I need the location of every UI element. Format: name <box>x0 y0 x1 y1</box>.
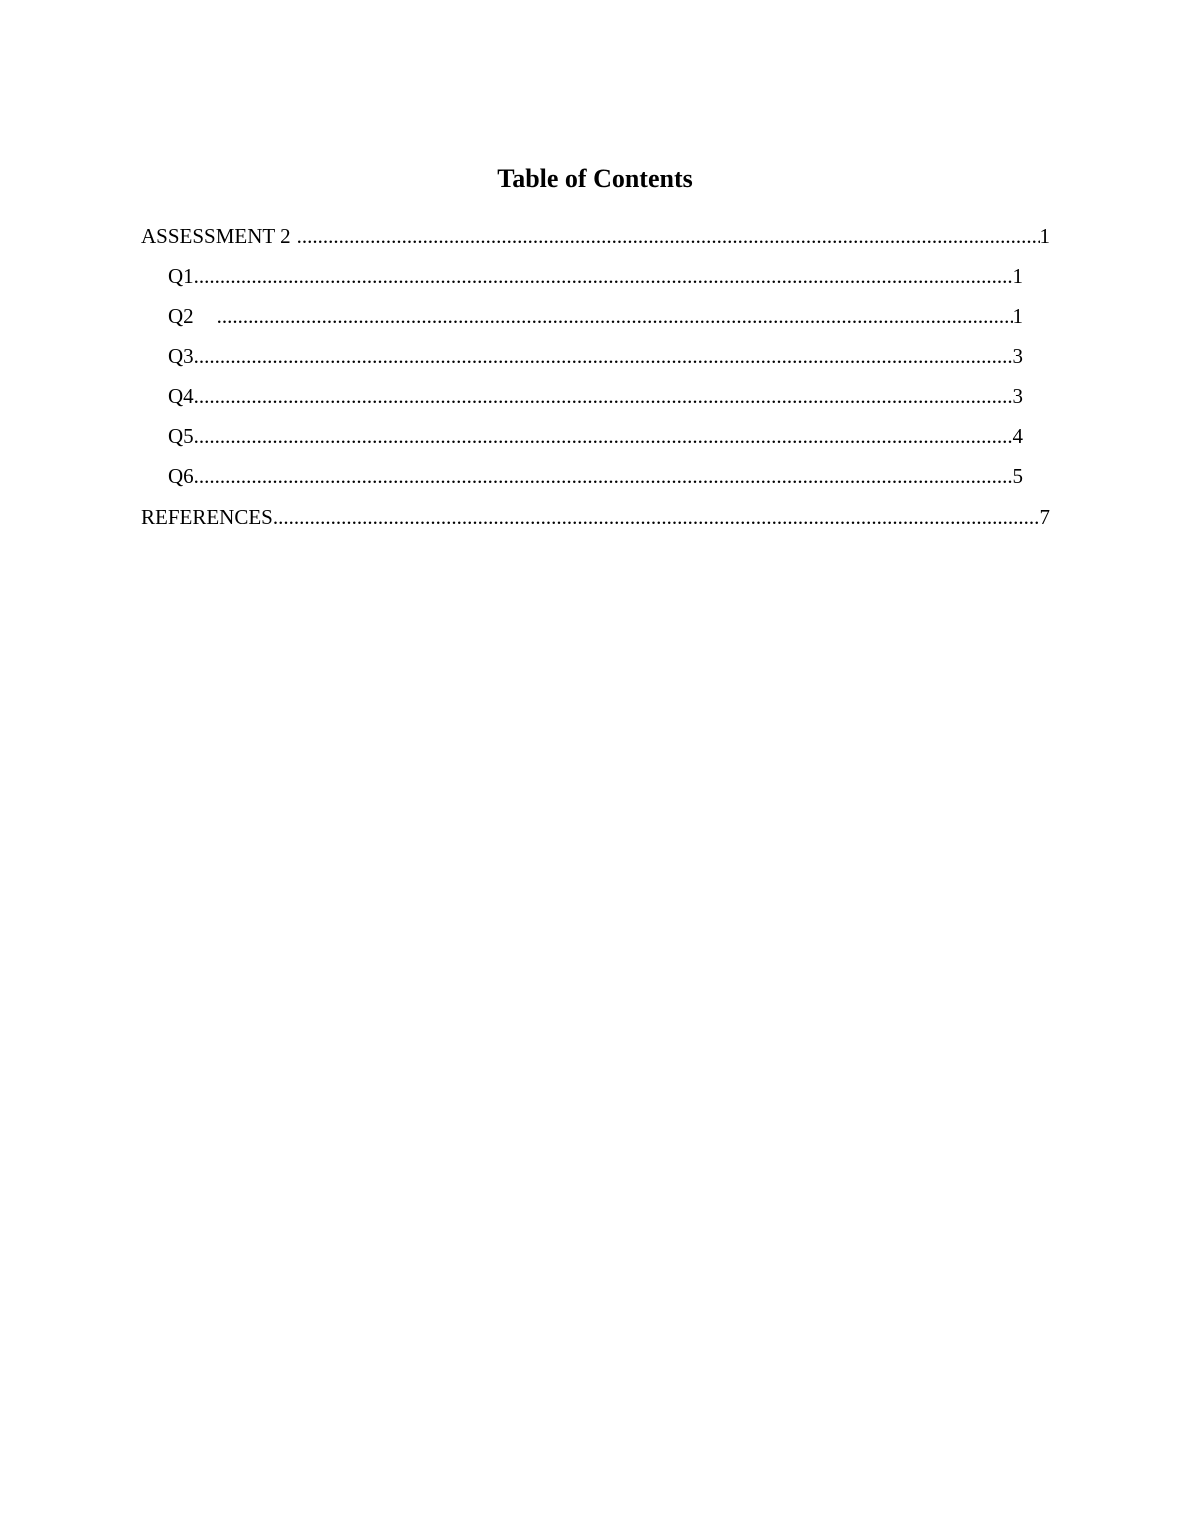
toc-entry-references[interactable] <box>141 503 1050 531</box>
toc-page-number: 3 <box>1012 344 1023 368</box>
toc-leader-dots <box>194 462 1013 490</box>
toc-entry-label: Q2 <box>168 304 194 328</box>
toc-page-number: 7 <box>1039 505 1050 529</box>
toc-entry-assessment-2[interactable] <box>141 222 1050 250</box>
toc-entry-label: Q6 <box>168 464 194 488</box>
toc-entry-label: Q1 <box>168 264 194 288</box>
toc-entry-q3[interactable] <box>168 342 1023 370</box>
toc-page-number: 1 <box>1039 224 1050 248</box>
toc-leader-dots <box>194 382 1013 410</box>
toc-leader-dots <box>194 262 1013 290</box>
toc-entry-q1[interactable] <box>168 262 1023 290</box>
toc-page-number: 3 <box>1012 384 1023 408</box>
toc-entry-label: Q5 <box>168 424 194 448</box>
toc-leader-dots <box>194 422 1013 450</box>
toc-entry-label: Q3 <box>168 344 194 368</box>
toc-entry-q5[interactable] <box>168 422 1023 450</box>
toc-page-number: 1 <box>1012 264 1023 288</box>
toc-entry-label: Q4 <box>168 384 194 408</box>
toc-page-number: 5 <box>1012 464 1023 488</box>
toc-page-number: 4 <box>1012 424 1023 448</box>
toc-entry-label: ASSESSMENT 2 <box>141 224 291 248</box>
toc-leader-dots <box>297 222 1040 250</box>
toc-entry-q4[interactable] <box>168 382 1023 410</box>
toc-entry-label: REFERENCES <box>141 505 273 529</box>
toc-leader-dots <box>273 503 1040 531</box>
toc-title: Table of Contents <box>497 164 693 193</box>
toc-entry-q6[interactable] <box>168 462 1023 490</box>
toc-page-number: 1 <box>1012 304 1023 328</box>
toc-entry-q2[interactable] <box>168 302 1023 330</box>
toc-leader-dots <box>194 342 1013 370</box>
toc-leader-dots <box>217 302 1013 330</box>
